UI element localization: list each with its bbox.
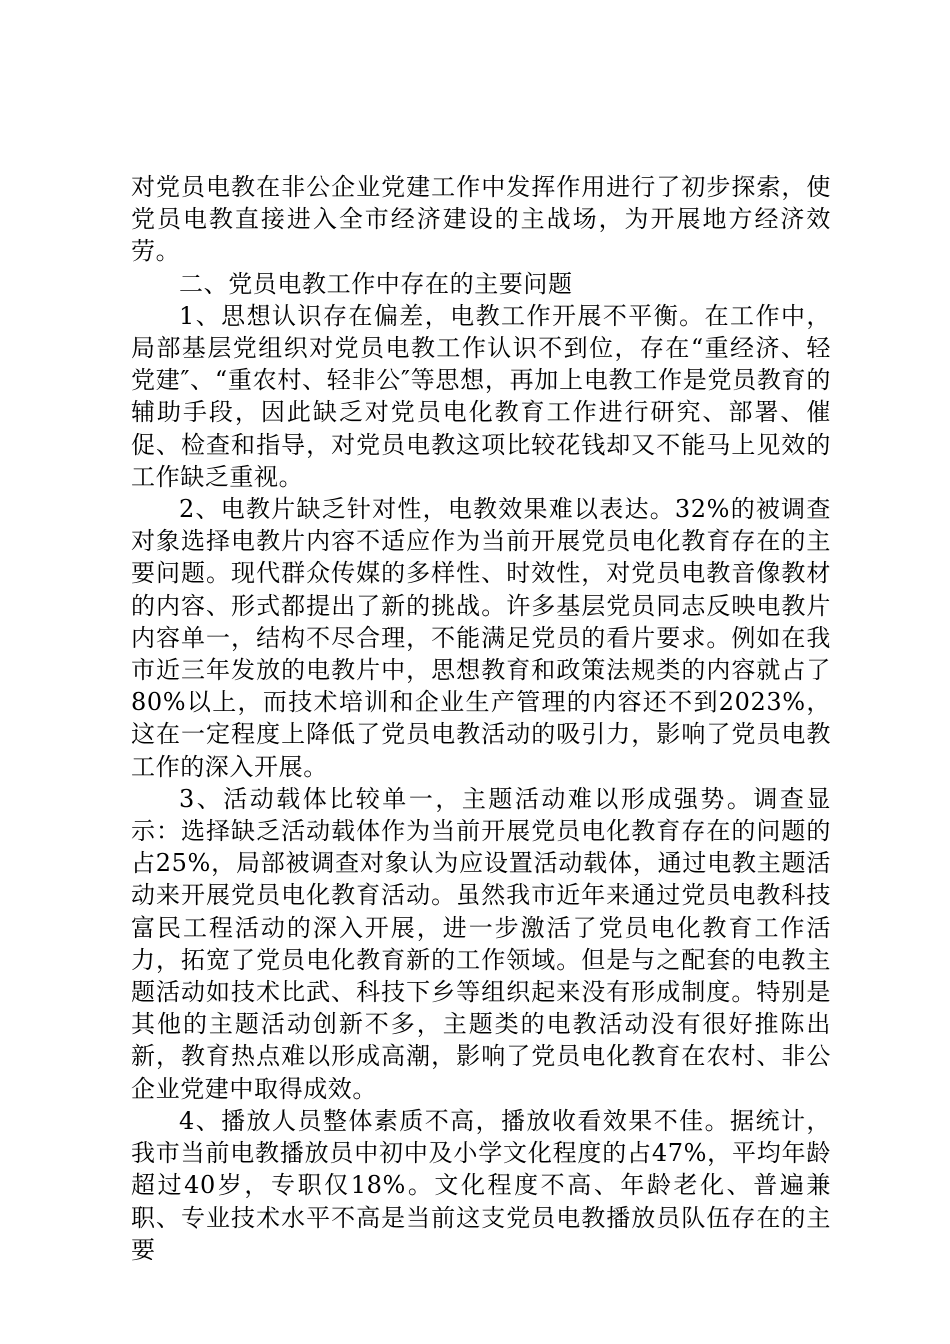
paragraph-problem-3: 3、活动载体比较单一，主题活动难以形成强势。调查显示：选择缺乏活动载体作为当前开展党员电化教育存在的问题的占25%，局部被调查对象认为应设置活动载体，通过电教主题活动来开展党员电化教育活动。虽然我市近年来通过党员电教科技富民工程活动的深入开展，进一步激活了党员电化教育工作活力，拓宽了党员电化教育新的工作领域。但是与之配套的电教主题活动如技术比武、科技下乡等组织起来没有形成制度。特别是其他的主题活动创新不多，主题类的电教活动没有很好推陈出新，教育热点难以形成高潮，影响了党员电化教育在农村、非公企业党建中取得成效。 [131, 784, 831, 1103]
paragraph-problem-2: 2、电教片缺乏针对性，电教效果难以表达。32%的被调查对象选择电教片内容不适应作为当前开展党员电化教育存在的主要问题。现代群众传媒的多样性、时效性，对党员电教音像教材的内容、形式都提出了新的挑战。许多基层党员同志反映电教片内容单一，结构不尽合理，不能满足党员的看片要求。例如在我市近三年发放的电教片中，思想教育和政策法规类的内容就占了80%以上，而技术培训和企业生产管理的内容还不到2023%，这在一定程度上降低了党员电教活动的吸引力，影响了党员电教工作的深入开展。 [131, 495, 831, 781]
section-heading: 二、党员电教工作中存在的主要问题 [179, 269, 573, 298]
paragraph-problem-4: 4、播放人员整体素质不高，播放收看效果不佳。据统计，我市当前电教播放员中初中及小学文化程度的占47%，平均年龄超过40岁，专职仅18%。文化程度不高、年龄老化、普遍兼职、专业技术水平不高是当前这支党员电教播放员队伍存在的主要 [131, 1106, 831, 1264]
paragraph-intro-continuation: 对党员电教在非公企业党建工作中发挥作用进行了初步探索，使党员电教直接进入全市经济建设的主战场，为开展地方经济效劳。 [131, 173, 831, 266]
paragraph-problem-1: 1、思想认识存在偏差，电教工作开展不平衡。在工作中，局部基层党组织对党员电教工作认识不到位，存在“重经济、轻党建″、“重农村、轻非公″等思想，再加上电教工作是党员教育的辅助手段，因此缺乏对党员电化教育工作进行研究、部署、催促、检查和指导，对党员电教这项比较花钱却又不能马上见效的工作缺乏重视。 [131, 301, 831, 491]
document-body [131, 171, 831, 1266]
